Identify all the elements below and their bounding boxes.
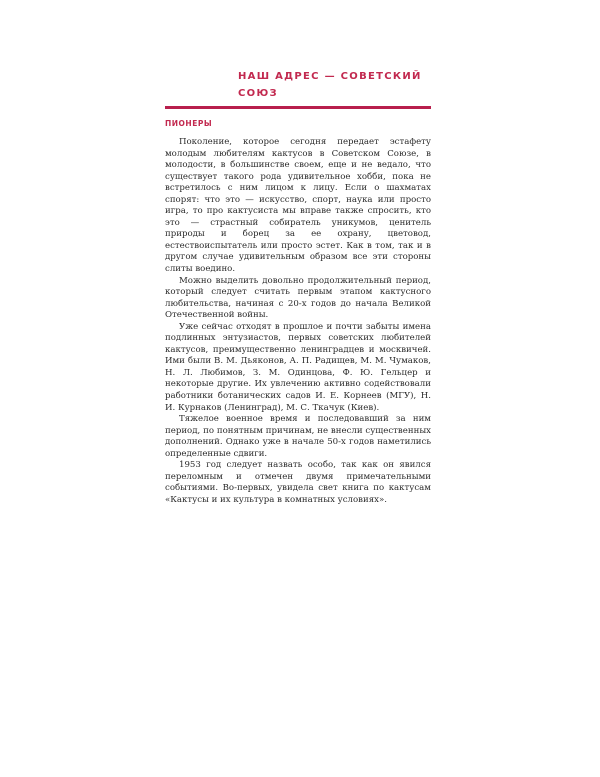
paragraph-4: Тяжелое военное время и последовавший за ним период, по понятным причинам, не внесли существенных дополнений. Однако уже в начале 50-х годов наметились определенные сдвиги. bbox=[165, 414, 431, 459]
chapter-divider bbox=[165, 106, 431, 109]
chapter-title bbox=[238, 68, 438, 102]
article-body bbox=[165, 137, 431, 507]
paragraph-1: Поколение, которое сегодня передает эстафету молодым любителям кактусов в Советском Союзе, в молодости, в большинстве своем, еще и не ведало, что существует такого рода удивительное хобби, пока не встретилось с ним лицом к лицу. Если о шахматах спорят: что это — искусство, спорт, наука или просто игра, то про кактусиста мы вправе также спросить, кто это — страстный собиратель уникумов, ценитель природы и борец за ее охрану, цветовод, естествоиспытатель или просто эстет. Как в том, так и в другом случае удивительным образом все эти стороны слиты воедино. bbox=[165, 137, 431, 275]
section-title: ПИОНЕРЫ bbox=[165, 119, 213, 128]
paragraph-5: 1953 год следует назвать особо, так как он явился переломным и отмечен двумя примечательными событиями. Во-первых, увидела свет книга по кактусам «Кактусы и их культура в комнатных условиях». bbox=[165, 460, 431, 505]
chapter-title-line-2: СОЮЗ bbox=[238, 88, 278, 99]
chapter-title-line-1: НАШ АДРЕС — СОВЕТСКИЙ bbox=[238, 71, 422, 82]
paragraph-2: Можно выделить довольно продолжительный период, который следует считать первым этапом кактусного любительства, начиная с 20-х годов до начала Великой Отечественной войны. bbox=[165, 275, 431, 321]
paragraph-3: Уже сейчас отходят в прошлое и почти забыты имена подлинных энтузиастов, первых советских любителей кактусов, преимущественно ленинградцев и москвичей. Ими были В. М. Дьяконов, А. П. Радищев, М. М. Чумаков, Н. Л. Любимов, З. М. Одинцова, Ф. Ю. Гельцер и некоторые другие. Их увлечению активно содействовали работники ботанических садов И. Е. Корнеев (МГУ), Н. И. Курнаков (Ленинград), М. С. Ткачук (Киев). bbox=[165, 321, 431, 413]
